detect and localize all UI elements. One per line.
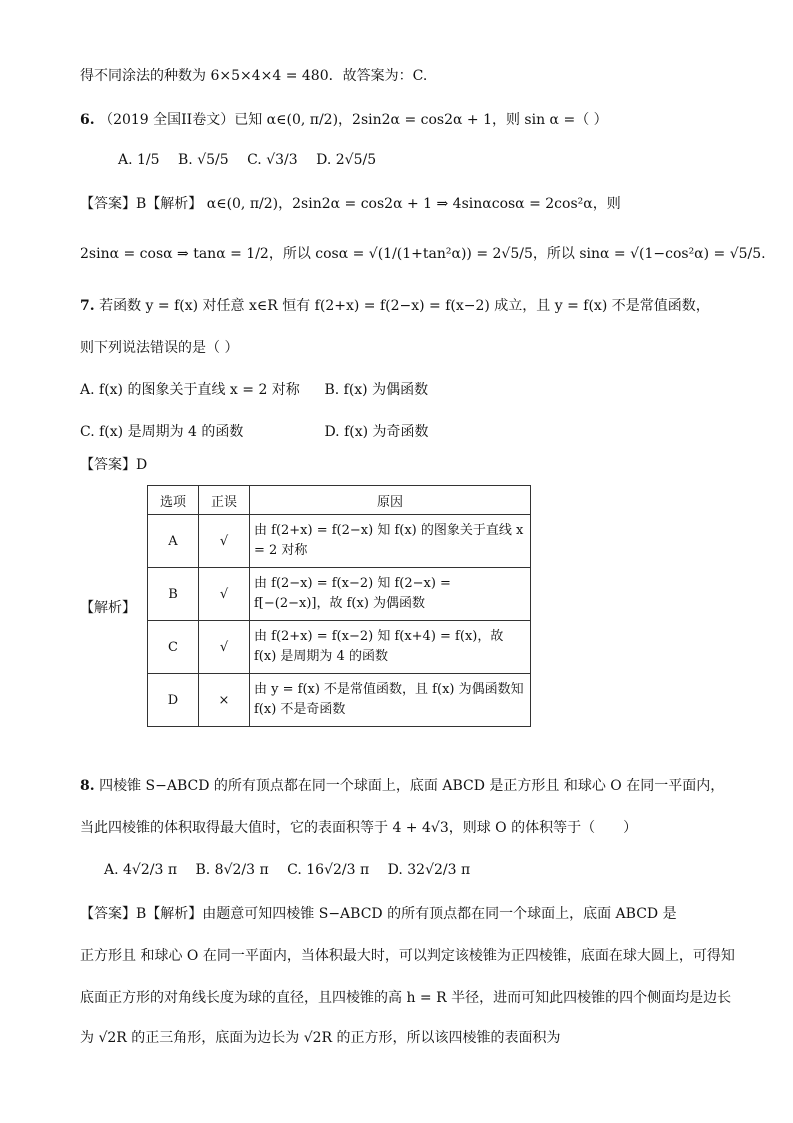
q7-answer: 【答案】D xyxy=(80,457,148,473)
table-header-reason: 原因 xyxy=(250,486,531,515)
table-row xyxy=(148,568,531,621)
q6-stem xyxy=(80,110,608,130)
q7-stem-line1 xyxy=(80,296,710,316)
q7-analysis-label: 【解析】 xyxy=(80,600,136,616)
table-cell-mark: √ xyxy=(199,515,250,568)
table-cell-reason: 由 f(2−x) = f(x−2) 知 f(2−x) = f[−(2−x)]，故 f(x) 为偶函数 xyxy=(250,568,531,621)
q8-answer-line2: 正方形且 和球心 O 在同一平面内，当体积最大时，可以判定该棱锥为正四棱锥，底面在球大圆上，可得知 xyxy=(80,948,735,964)
q6-condition: α∈(0, π/2)，2sin2α = cos2α + 1，则 sin α =（ ） xyxy=(266,112,608,128)
table-row xyxy=(148,674,531,727)
q7-option-c: C. f(x) 是周期为 4 的函数 xyxy=(80,424,244,440)
table-cell-option: B xyxy=(148,568,199,621)
q6-answer-prefix: 【答案】B【解析】 xyxy=(80,196,203,212)
q6-source: （2019 全国II卷文）已知 xyxy=(99,112,263,128)
table-cell-reason: 由 f(2+x) = f(2−x) 知 f(x) 的图象关于直线 x = 2 对称 xyxy=(250,515,531,568)
q8-answer-line4: 为 √2R 的正三角形，底面为边长为 √2R 的正方形，所以该四棱锥的表面积为 xyxy=(80,1030,561,1046)
q8-options xyxy=(104,860,484,880)
q6-answer-line2: 2sinα = cosα ⇒ tanα = 1/2，所以 cosα = √(1/(1+tan²α)) = 2√5/5，所以 sinα = √(1−cos²α) = √5/5. xyxy=(80,246,766,262)
table-header-mark: 正误 xyxy=(199,486,250,515)
q7-number: 7. xyxy=(80,298,95,314)
q7-option-d: D. f(x) 为奇函数 xyxy=(324,424,429,440)
q8-stem-text1: 四棱锥 S−ABCD 的所有顶点都在同一个球面上，底面 ABCD 是正方形且 和球心 O 在同一平面内， xyxy=(99,778,725,794)
q7-options-row1 xyxy=(80,380,428,400)
q6-option-b: B. √5/5 xyxy=(178,152,229,168)
q6-answer-line1 xyxy=(80,194,621,214)
table-cell-option: C xyxy=(148,621,199,674)
q7-stem-line2: 则下列说法错误的是（ ） xyxy=(80,340,239,356)
table-cell-mark: √ xyxy=(199,568,250,621)
table-row xyxy=(148,621,531,674)
q8-answer-line1: 【答案】B【解析】由题意可知四棱锥 S−ABCD 的所有顶点都在同一个球面上，底面 ABCD 是 xyxy=(80,906,677,922)
q7-reason-table xyxy=(147,485,531,727)
q6-option-a: A. 1/5 xyxy=(118,152,160,168)
q8-option-d: D. 32√2/3 π xyxy=(387,862,471,878)
table-cell-reason: 由 y = f(x) 不是常值函数，且 f(x) 为偶函数知 f(x) 不是奇函数 xyxy=(250,674,531,727)
q7-options-row2 xyxy=(80,422,429,442)
table-cell-option: A xyxy=(148,515,199,568)
q8-option-a: A. 4√2/3 π xyxy=(104,862,178,878)
q6-option-d: D. 2√5/5 xyxy=(316,152,377,168)
table-cell-mark: × xyxy=(199,674,250,727)
q8-option-b: B. 8√2/3 π xyxy=(195,862,269,878)
q6-answer-text1: α∈(0, π/2)，2sin2α = cos2α + 1 ⇒ 4sinαcosα = 2cos²α，则 xyxy=(206,196,621,212)
table-cell-mark: √ xyxy=(199,621,250,674)
q6-number: 6. xyxy=(80,112,95,128)
table-header-option: 选项 xyxy=(148,486,199,515)
q6-options xyxy=(118,150,390,170)
q7-option-b: B. f(x) 为偶函数 xyxy=(324,382,429,398)
q7-option-a: A. f(x) 的图象关于直线 x = 2 对称 xyxy=(80,382,300,398)
q7-stem-text1: 若函数 y = f(x) 对任意 x∈R 恒有 f(2+x) = f(2−x) = f(x−2) 成立，且 y = f(x) 不是常值函数， xyxy=(99,298,710,314)
q6-option-c: C. √3/3 xyxy=(247,152,298,168)
table-row xyxy=(148,515,531,568)
q8-answer-line3: 底面正方形的对角线长度为球的直径，且四棱锥的高 h = R 半径，进而可知此四棱锥的四个侧面均是边长 xyxy=(80,990,732,1006)
table-cell-reason: 由 f(2+x) = f(x−2) 知 f(x+4) = f(x)，故 f(x) 是周期为 4 的函数 xyxy=(250,621,531,674)
top-line: 得不同涂法的种数为 6×5×4×4 = 480．故答案为：C. xyxy=(80,68,428,84)
q8-stem-line2: 当此四棱锥的体积取得最大值时，它的表面积等于 4 + 4√3，则球 O 的体积等于（ ） xyxy=(80,820,638,836)
table-header-row xyxy=(148,486,531,515)
q8-stem-line1 xyxy=(80,776,724,796)
table-cell-option: D xyxy=(148,674,199,727)
q8-number: 8. xyxy=(80,778,95,794)
q8-option-c: C. 16√2/3 π xyxy=(287,862,370,878)
